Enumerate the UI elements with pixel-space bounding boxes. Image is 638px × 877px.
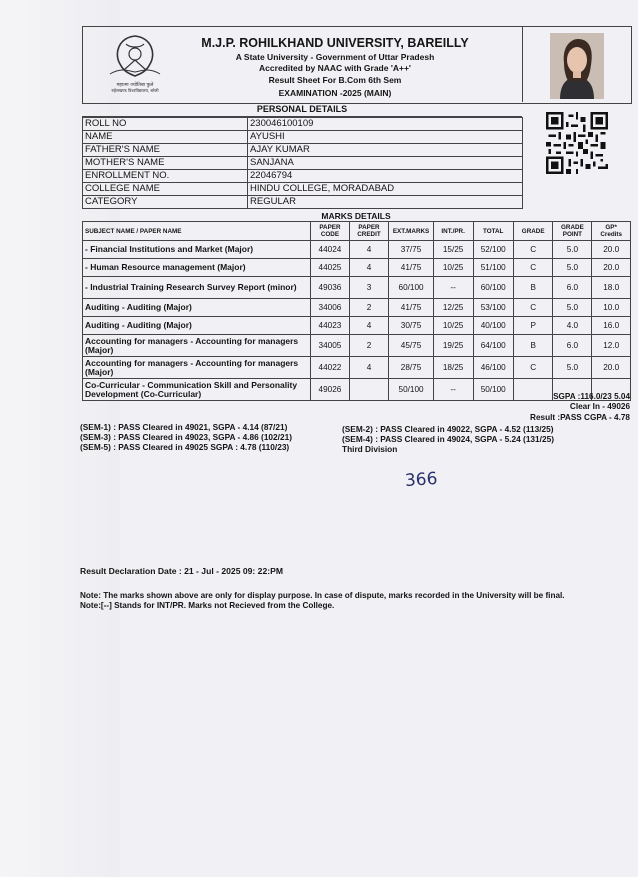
grade-point-cell: 5.0 xyxy=(553,357,592,379)
grade-cell: P xyxy=(513,317,553,335)
total-cell: 51/100 xyxy=(473,259,513,277)
code-cell: 44023 xyxy=(311,317,349,335)
result-line: Result :PASS CGPA - 4.78 xyxy=(530,413,630,422)
ext-cell: 41/75 xyxy=(389,299,433,317)
division-line: Third Division xyxy=(342,444,398,454)
ext-cell: 41/75 xyxy=(389,259,433,277)
ext-cell: 28/75 xyxy=(389,357,433,379)
total-cell: 52/100 xyxy=(473,241,513,259)
gp-credits-cell: 16.0 xyxy=(592,317,631,335)
total-cell: 46/100 xyxy=(473,357,513,379)
declaration-date: Result Declaration Date : 21 - Jul - 2025 09: 22:PM xyxy=(80,566,283,576)
total-cell: 53/100 xyxy=(473,299,513,317)
total-header: TOTAL xyxy=(473,222,513,241)
table-row xyxy=(83,357,631,379)
table-row xyxy=(83,335,631,357)
mother-name-value: SANJANA xyxy=(248,157,523,170)
note-display-purpose: Note: The marks shown above are only for display purpose. In case of dispute, marks recorded in the University will be final. xyxy=(80,591,565,600)
sem-3-line: (SEM-3) : PASS Cleared in 49023, SGPA - 4.86 (102/21) xyxy=(80,432,292,442)
subject-cell: - Human Resource management (Major) xyxy=(83,259,311,277)
code-cell: 34005 xyxy=(311,335,349,357)
marks-header-row xyxy=(83,222,631,241)
ext-cell: 50/100 xyxy=(389,379,433,401)
table-row xyxy=(83,196,523,209)
total-cell: 64/100 xyxy=(473,335,513,357)
code-cell: 49036 xyxy=(311,277,349,299)
credit-cell: 2 xyxy=(349,335,389,357)
grade-point-cell: 5.0 xyxy=(553,259,592,277)
grade-cell: C xyxy=(513,241,553,259)
gp-credits-cell: 20.0 xyxy=(592,241,631,259)
grade-cell: C xyxy=(513,357,553,379)
grade-cell xyxy=(513,379,553,401)
marks-table xyxy=(82,221,631,401)
handwritten-number: 366 xyxy=(404,468,439,492)
grade-header: GRADE xyxy=(513,222,553,241)
paper-code-header: PAPER CODE xyxy=(311,222,349,241)
roll-no-label: ROLL NO xyxy=(83,118,248,131)
grade-cell: B xyxy=(513,277,553,299)
credit-cell: 4 xyxy=(349,241,389,259)
qr-code-icon[interactable] xyxy=(546,112,608,174)
college-value: HINDU COLLEGE, MORADABAD xyxy=(248,183,523,196)
table-row xyxy=(83,131,523,144)
table-row xyxy=(83,277,631,299)
gp-credits-cell: 20.0 xyxy=(592,259,631,277)
int-cell: 19/25 xyxy=(433,335,473,357)
ext-cell: 37/75 xyxy=(389,241,433,259)
subject-cell: Accounting for managers - Accounting for managers (Major) xyxy=(83,357,311,379)
logo-text-line-2: रुहेलखण्ड विश्वविद्यालय, बरेली xyxy=(111,88,159,93)
gp-credits-cell: 18.0 xyxy=(592,277,631,299)
subject-cell: - Industrial Training Research Survey Report (minor) xyxy=(83,277,311,299)
subject-cell: - Financial Institutions and Market (Major) xyxy=(83,241,311,259)
marks-details-title: MARKS DETAILS xyxy=(321,211,391,221)
int-cell: 15/25 xyxy=(433,241,473,259)
father-name-label: FATHER'S NAME xyxy=(83,144,248,157)
int-cell: -- xyxy=(433,379,473,401)
credit-cell: 3 xyxy=(349,277,389,299)
int-cell: 12/25 xyxy=(433,299,473,317)
credit-cell: 4 xyxy=(349,317,389,335)
examination-line: EXAMINATION -2025 (MAIN) xyxy=(278,88,392,98)
grade-point-cell: 4.0 xyxy=(553,317,592,335)
code-cell: 44024 xyxy=(311,241,349,259)
ext-marks-header: EXT.MARKS xyxy=(389,222,433,241)
grade-cell: C xyxy=(513,299,553,317)
paper-credit-header: PAPER CREDIT xyxy=(349,222,389,241)
student-photo xyxy=(550,33,604,99)
table-row xyxy=(83,157,523,170)
subject-cell: Auditing - Auditing (Major) xyxy=(83,317,311,335)
grade-cell: B xyxy=(513,335,553,357)
note-int-pr: Note:[--] Stands for INT/PR. Marks not Recieved from the College. xyxy=(80,601,335,610)
int-cell: 10/25 xyxy=(433,259,473,277)
sem-5-line: (SEM-5) : PASS Cleared in 49025 SGPA : 4.78 (110/23) xyxy=(80,442,290,452)
name-value: AYUSHI xyxy=(248,131,523,144)
category-label: CATEGORY xyxy=(83,196,248,209)
personal-details-title: PERSONAL DETAILS xyxy=(82,104,522,117)
ext-cell: 45/75 xyxy=(389,335,433,357)
total-cell: 60/100 xyxy=(473,277,513,299)
table-row xyxy=(83,144,523,157)
subject-cell: Co-Curricular - Communication Skill and Personality Development (Co-Curricular) xyxy=(83,379,311,401)
mother-name-label: MOTHER'S NAME xyxy=(83,157,248,170)
sem-4-line: (SEM-4) : PASS Cleared in 49024, SGPA - 5.24 (131/25) xyxy=(342,434,554,444)
credit-cell: 4 xyxy=(349,259,389,277)
result-sheet-line: Result Sheet For B.Com 6th Sem xyxy=(268,75,402,85)
table-row xyxy=(83,299,631,317)
roll-no-value: 230046100109 xyxy=(248,118,523,131)
gp-credits-header: GP* Credits xyxy=(592,222,631,241)
code-cell: 34006 xyxy=(311,299,349,317)
table-row xyxy=(83,317,631,335)
grade-cell: C xyxy=(513,259,553,277)
grade-point-cell: 6.0 xyxy=(553,277,592,299)
university-subtitle: A State University - Government of Uttar Pradesh xyxy=(235,52,435,62)
int-cell: 18/25 xyxy=(433,357,473,379)
subject-cell: Accounting for managers - Accounting for managers (Major) xyxy=(83,335,311,357)
sem-1-line: (SEM-1) : PASS Cleared in 49021, SGPA - 4.14 (87/21) xyxy=(80,422,288,432)
credit-cell xyxy=(349,379,389,401)
ext-cell: 60/100 xyxy=(389,277,433,299)
credit-cell: 4 xyxy=(349,357,389,379)
total-cell: 40/100 xyxy=(473,317,513,335)
credit-cell: 2 xyxy=(349,299,389,317)
table-row xyxy=(83,241,631,259)
gp-credits-cell: 10.0 xyxy=(592,299,631,317)
name-label: NAME xyxy=(83,131,248,144)
accreditation-line: Accredited by NAAC with Grade 'A++' xyxy=(259,63,411,73)
grade-point-cell: 5.0 xyxy=(553,299,592,317)
grade-point-cell: 6.0 xyxy=(553,335,592,357)
personal-details-table xyxy=(82,117,523,209)
college-label: COLLEGE NAME xyxy=(83,183,248,196)
table-row xyxy=(83,259,631,277)
total-cell: 50/100 xyxy=(473,379,513,401)
table-row xyxy=(83,379,631,401)
int-cell: 10/25 xyxy=(433,317,473,335)
sem-2-line: (SEM-2) : PASS Cleared in 49022, SGPA - 4.52 (113/25) xyxy=(342,424,554,434)
ext-cell: 30/75 xyxy=(389,317,433,335)
enrollment-label: ENROLLMENT NO. xyxy=(83,170,248,183)
code-cell: 44025 xyxy=(311,259,349,277)
int-cell: -- xyxy=(433,277,473,299)
father-name-value: AJAY KUMAR xyxy=(248,144,523,157)
subject-header: SUBJECT NAME / PAPER NAME xyxy=(83,222,311,241)
subject-cell: Auditing - Auditing (Major) xyxy=(83,299,311,317)
table-row xyxy=(83,183,523,196)
university-title: M.J.P. ROHILKHAND UNIVERSITY, BAREILLY xyxy=(201,36,469,50)
logo-text-line-1: महात्मा ज्योतिबा फुले xyxy=(116,83,154,88)
code-cell: 49026 xyxy=(311,379,349,401)
clear-in-line: Clear In - 49026 xyxy=(569,402,630,411)
gp-credits-cell: 20.0 xyxy=(592,357,631,379)
code-cell: 44022 xyxy=(311,357,349,379)
table-row xyxy=(83,118,523,131)
sgpa-summary: SGPA :116.0/23 5.04 xyxy=(553,392,630,401)
university-logo-icon xyxy=(100,30,170,96)
table-row xyxy=(83,170,523,183)
gp-credits-cell: 12.0 xyxy=(592,335,631,357)
grade-point-cell: 5.0 xyxy=(553,241,592,259)
grade-point-header: GRADE POINT xyxy=(553,222,592,241)
category-value: REGULAR xyxy=(248,196,523,209)
int-pr-header: INT./PR. xyxy=(433,222,473,241)
enrollment-value: 22046794 xyxy=(248,170,523,183)
